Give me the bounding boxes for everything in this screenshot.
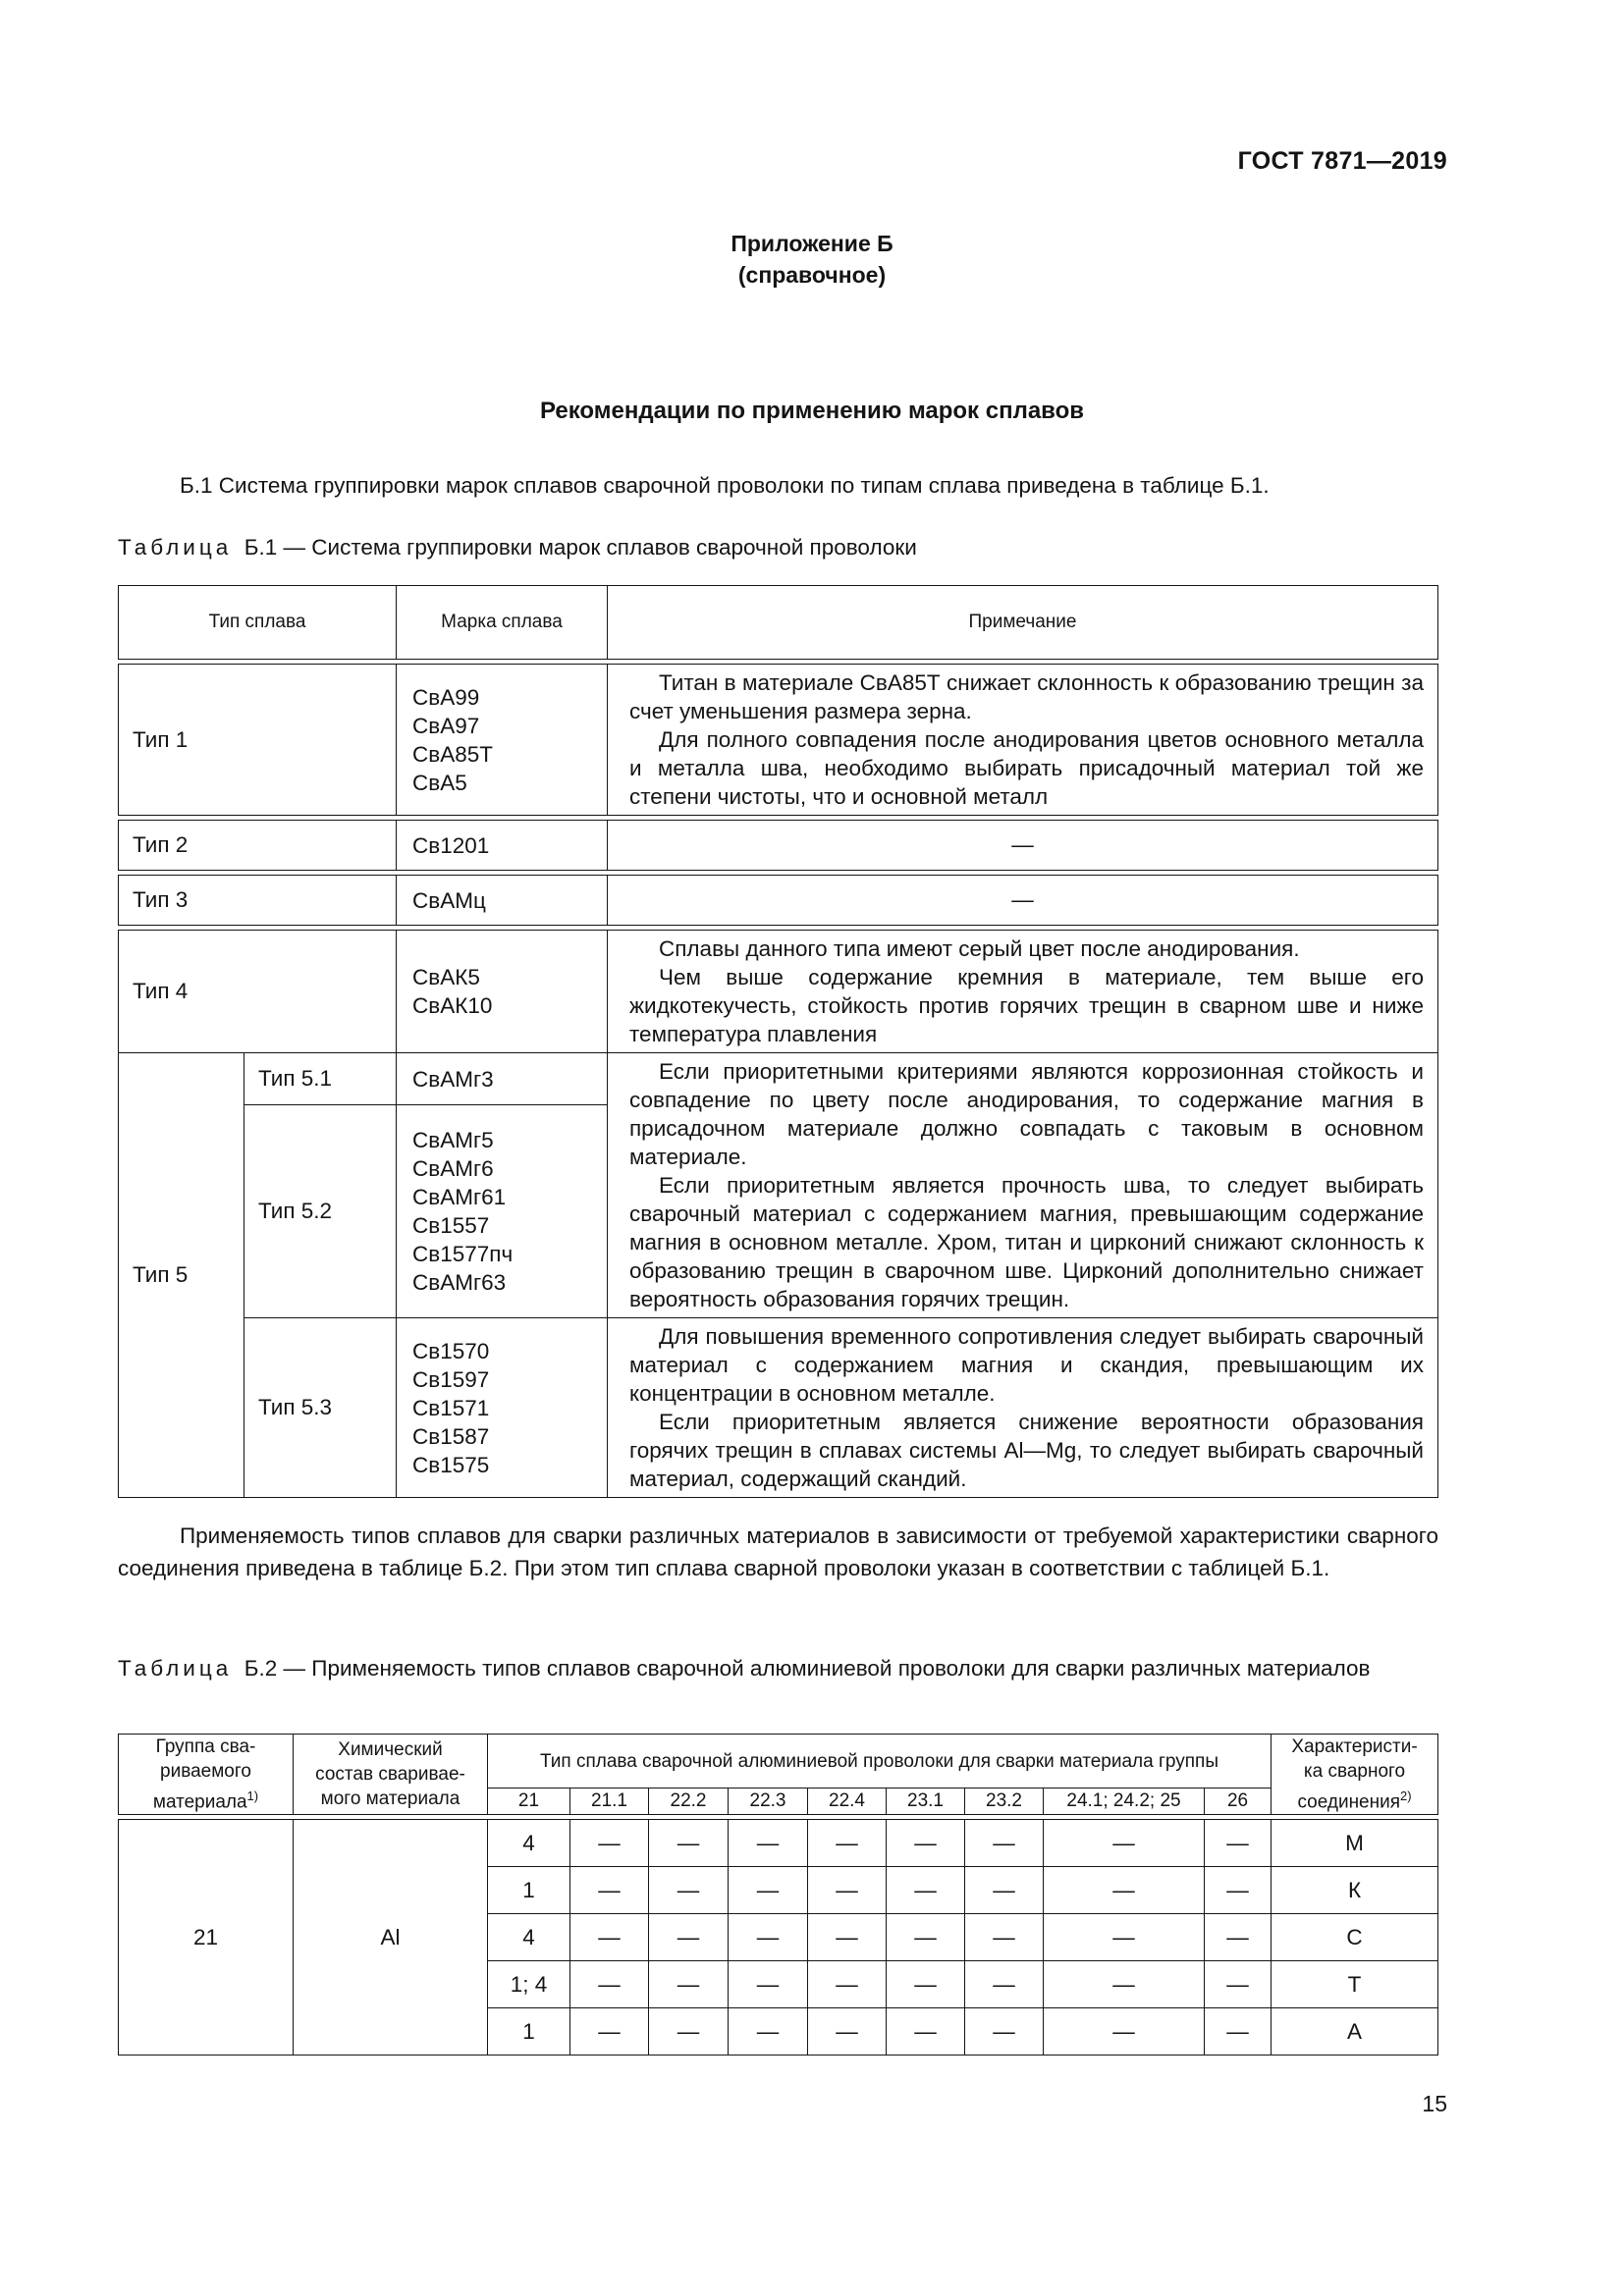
table-cell: — [965, 1820, 1044, 1867]
joint-characteristic: С [1272, 1914, 1438, 1961]
table-cell: — [570, 1867, 649, 1914]
alloy-type: Тип 2 [119, 821, 397, 871]
alloy-subtype: Тип 5.1 [244, 1053, 397, 1105]
alloy-marks [397, 931, 608, 1053]
table-cell: — [1044, 1961, 1205, 2008]
alloy-mark: Св1201 [412, 832, 490, 858]
table-cell: — [887, 2008, 965, 2056]
table1-caption [118, 535, 917, 561]
table-cell: — [1205, 1867, 1272, 1914]
alloy-marks [397, 1318, 608, 1498]
header-line [119, 1784, 293, 1814]
table-cell: — [729, 1820, 808, 1867]
header-wire-alloy-type: Тип сплава сварочной алюминиевой проволоки для сварки материала группы [488, 1735, 1272, 1789]
table-cell: — [965, 2008, 1044, 2056]
header-material-group [119, 1735, 294, 1815]
subgroup-header: 22.4 [808, 1789, 887, 1815]
alloy-note: — [608, 821, 1438, 871]
table-alloy-applicability [118, 1734, 1438, 2056]
table-cell: — [808, 1820, 887, 1867]
alloy-note [608, 665, 1438, 816]
alloy-mark: Св1575 [412, 1452, 490, 1477]
subgroup-header: 22.2 [649, 1789, 729, 1815]
table2-caption [118, 1654, 1438, 1683]
header-note: Примечание [608, 586, 1438, 660]
subgroup-header: 21 [488, 1789, 570, 1815]
header-line: Характеристи- [1291, 1736, 1418, 1757]
alloy-marks [397, 876, 608, 926]
table-cell: — [1205, 1914, 1272, 1961]
table-cell: — [887, 1867, 965, 1914]
alloy-marks [397, 665, 608, 816]
table-cell: — [808, 1867, 887, 1914]
table-cell: — [570, 2008, 649, 2056]
header-line: состав сваривае- [315, 1764, 465, 1786]
appendix-title: Приложение Б [731, 231, 893, 256]
table-cell: — [649, 2008, 729, 2056]
table-cell: 4 [488, 1820, 570, 1867]
chemical-composition: Al [294, 1820, 488, 2056]
subgroup-header: 23.1 [887, 1789, 965, 1815]
joint-characteristic: А [1272, 2008, 1438, 2056]
alloy-mark: Св1570 [412, 1338, 490, 1363]
note-paragraph: Титан в материале СвА85Т снижает склонность к образованию трещин за счет уменьшения размера зерна. [629, 670, 1424, 723]
header-line [1272, 1784, 1437, 1814]
alloy-note [608, 931, 1438, 1053]
header-line: риваемого [160, 1761, 251, 1782]
alloy-marks [397, 821, 608, 871]
note-paragraph: Для повышения временного сопротивления следует выбирать сварочный материал с содержанием магния и скандия, превышающим их концентрации в основном металле. [629, 1324, 1424, 1406]
alloy-mark: СвА85Т [412, 741, 493, 767]
table-cell: — [808, 1914, 887, 1961]
table-cell: 1 [488, 1867, 570, 1914]
alloy-mark: СвА99 [412, 684, 480, 710]
table-cell: — [1205, 2008, 1272, 2056]
alloy-type: Тип 3 [119, 876, 397, 926]
table-cell: — [1205, 1820, 1272, 1867]
alloy-mark: Св1587 [412, 1423, 490, 1449]
note-paragraph: Если приоритетными критериями являются коррозионная стойкость и совпадение по цвету после анодирования, то содержание магния в присадочном материале должно совпадать с таковым в основном материале. [629, 1059, 1424, 1169]
alloy-mark: Св1557 [412, 1213, 490, 1239]
alloy-note: — [608, 876, 1438, 926]
note-paragraph: Если приоритетным является снижение вероятности образования горячих трещин в сплавах системы Al—Mg, то следует выбирать сварочный материал, содержащий скандий. [629, 1410, 1424, 1491]
alloy-mark: СвАМг3 [412, 1066, 494, 1092]
joint-characteristic: Т [1272, 1961, 1438, 2008]
alloy-subtype: Тип 5.2 [244, 1105, 397, 1318]
header-line: ка сварного [1303, 1761, 1406, 1782]
table-cell: — [570, 1820, 649, 1867]
table-row [119, 1318, 1438, 1498]
table-cell: — [887, 1914, 965, 1961]
alloy-marks [397, 1053, 608, 1105]
page-number: 15 [1422, 2091, 1447, 2116]
alloy-type-group: Тип 5 [119, 1053, 244, 1498]
header-alloy-type: Тип сплава [119, 586, 397, 660]
table-cell: — [808, 1961, 887, 2008]
table1-caption-label: Таблица [118, 535, 233, 560]
table-cell: 1 [488, 2008, 570, 2056]
table-cell: 1; 4 [488, 1961, 570, 2008]
footnote-mark: 1) [246, 1789, 259, 1803]
note-paragraph: Сплавы данного типа имеют серый цвет после анодирования. [659, 936, 1300, 961]
table-cell: — [649, 1914, 729, 1961]
joint-characteristic: К [1272, 1867, 1438, 1914]
note-paragraph: Для полного совпадения после анодирования цветов основного металла и металла шва, необходимо выбирать присадочный материал той же степени чистоты, что и основной металл [629, 727, 1424, 809]
table-cell: — [965, 1914, 1044, 1961]
table-cell: — [808, 2008, 887, 2056]
appendix-heading [0, 228, 1624, 291]
header-line: Группа сва- [155, 1736, 256, 1757]
header-line: Химический [338, 1739, 443, 1761]
alloy-mark: СвА97 [412, 713, 480, 738]
table-row [119, 821, 1438, 871]
subgroup-header: 26 [1205, 1789, 1272, 1815]
alloy-note [608, 1318, 1438, 1498]
table-cell: — [570, 1914, 649, 1961]
alloy-subtype: Тип 5.3 [244, 1318, 397, 1498]
paragraph-2: Применяемость типов сплавов для сварки различных материалов в зависимости от требуемой характеристики сварного соединения приведена в таблице Б.2. При этом тип сплава сварной проволоки указан в соответствии с таблицей Б.1. [118, 1523, 1438, 1580]
table-cell: — [887, 1961, 965, 2008]
table-cell: — [729, 2008, 808, 2056]
table1-caption-text: Б.1 — Система группировки марок сплавов сварочной проволоки [244, 535, 917, 560]
table-cell: — [729, 1961, 808, 2008]
header-line: мого материала [320, 1789, 460, 1810]
table-row [119, 931, 1438, 1053]
table1-header-row [119, 586, 1438, 660]
table-cell: — [965, 1867, 1044, 1914]
table-row [119, 1820, 1438, 1867]
material-group: 21 [119, 1820, 294, 2056]
footnote-mark: 2) [1400, 1789, 1412, 1803]
table-cell: — [649, 1820, 729, 1867]
alloy-mark: СвА5 [412, 770, 467, 795]
table-cell: — [1044, 2008, 1205, 2056]
alloy-type: Тип 4 [119, 931, 397, 1053]
alloy-mark: Св1571 [412, 1395, 490, 1420]
alloy-type: Тип 1 [119, 665, 397, 816]
table-cell: — [1044, 1820, 1205, 1867]
table-cell: — [729, 1867, 808, 1914]
appendix-subtitle: (справочное) [737, 262, 887, 288]
subgroup-header: 22.3 [729, 1789, 808, 1815]
table2-header-row [119, 1735, 1438, 1789]
alloy-mark: СвАМг5 [412, 1128, 494, 1153]
alloy-marks [397, 1105, 608, 1318]
table-row [119, 1053, 1438, 1105]
alloy-mark: СвАМг6 [412, 1156, 494, 1182]
table-cell: — [887, 1820, 965, 1867]
table-alloy-grouping [118, 585, 1438, 1498]
section-title: Рекомендации по применению марок сплавов [539, 398, 1085, 424]
table2-caption-text: Б.2 — Применяемость типов сплавов сварочной алюминиевой проволоки для сварки различных материалов [244, 1656, 1371, 1681]
table-cell: — [649, 1867, 729, 1914]
subgroup-header: 24.1; 24.2; 25 [1044, 1789, 1205, 1815]
table-cell: — [1044, 1867, 1205, 1914]
alloy-mark: СвАК5 [412, 965, 480, 989]
table-row [119, 876, 1438, 926]
alloy-mark: СвАМг63 [412, 1270, 507, 1296]
paragraph-1: Б.1 Система группировки марок сплавов сварочной проволоки по типам сплава приведена в таблице Б.1. [180, 473, 1270, 498]
alloy-mark: СвАК10 [412, 993, 493, 1018]
alloy-note [608, 1053, 1438, 1318]
alloy-mark: СвАМц [412, 887, 486, 913]
alloy-mark: Св1597 [412, 1366, 490, 1392]
header-line-text: соединения [1297, 1791, 1401, 1813]
alloy-mark: СвАМг61 [412, 1185, 507, 1210]
header-alloy-mark: Марка сплава [397, 586, 608, 660]
table-row [119, 665, 1438, 816]
table-cell: 4 [488, 1914, 570, 1961]
table2-caption-label: Таблица [118, 1656, 233, 1681]
standard-number: ГОСТ 7871—2019 [1237, 147, 1447, 175]
table-cell: — [729, 1914, 808, 1961]
header-line-text: материала [152, 1791, 247, 1813]
table-cell: — [649, 1961, 729, 2008]
alloy-mark: Св1577пч [412, 1242, 514, 1267]
header-joint-characteristic [1272, 1735, 1438, 1815]
joint-characteristic: М [1272, 1820, 1438, 1867]
note-paragraph: Если приоритетным является прочность шва, то следует выбирать сварочный материал с содержанием магния, превышающим содержание магния в основном металле. Хром, титан и цирконий снижают склонность к образованию трещин в сварочном шве. Цирконий дополнительно снижает вероятность образования горячих трещин. [629, 1173, 1424, 1311]
table-cell: — [1205, 1961, 1272, 2008]
subgroup-header: 21.1 [570, 1789, 649, 1815]
subgroup-header: 23.2 [965, 1789, 1044, 1815]
header-chemical-composition [294, 1735, 488, 1815]
table-cell: — [965, 1961, 1044, 2008]
table-cell: — [570, 1961, 649, 2008]
note-paragraph: Чем выше содержание кремния в материале, тем выше его жидкотекучесть, стойкость против горячих трещин в сварном шве и ниже температура плавления [629, 965, 1424, 1046]
table-cell: — [1044, 1914, 1205, 1961]
